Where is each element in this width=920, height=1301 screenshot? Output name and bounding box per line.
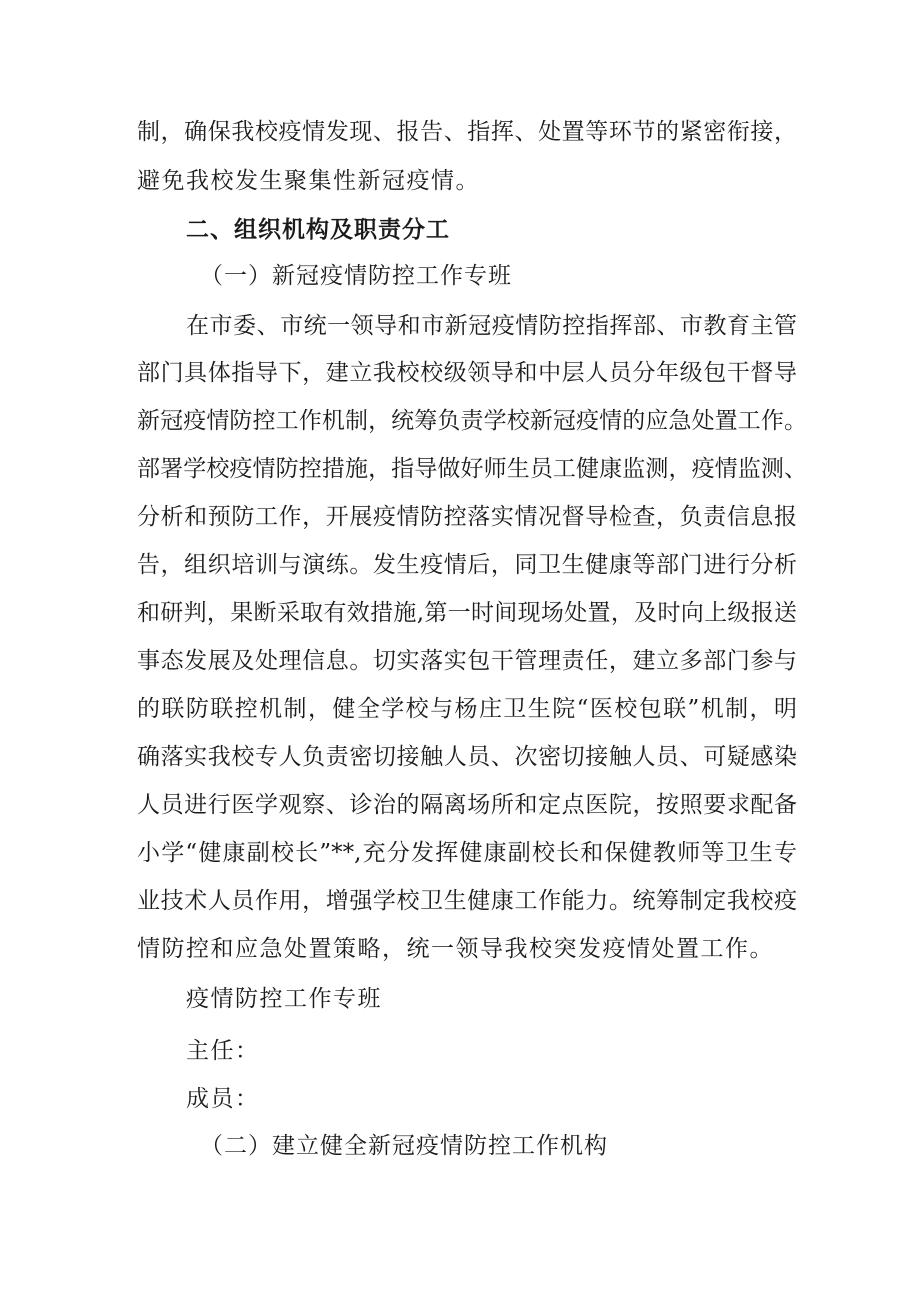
section-heading: 二、组织机构及职责分工 bbox=[186, 217, 450, 243]
subsection-heading-2: （二）建立健全新冠疫情防控工作机构 bbox=[200, 1133, 608, 1159]
body-line-13: 业技术人员作用，增强学校卫生健康工作能力。统筹制定我校疫 bbox=[137, 888, 797, 914]
body-line-9: 的联防联控机制，健全学校与杨庄卫生院“医校包联”机制，明 bbox=[137, 696, 797, 722]
body-line-11: 人员进行医学观察、诊治的隔离场所和定点医院，按照要求配备 bbox=[137, 792, 797, 818]
body-line-10: 确落实我校专人负责密切接触人员、次密切接触人员、可疑感染 bbox=[137, 744, 797, 770]
members-label: 成员： bbox=[186, 1086, 260, 1112]
body-line-14: 情防控和应急处置策略，统一领导我校突发疫情处置工作。 bbox=[137, 936, 774, 962]
director-label: 主任： bbox=[186, 1038, 260, 1064]
body-line-12: 小学“健康副校长”**,充分发挥健康副校长和保健教师等卫生专 bbox=[137, 840, 797, 866]
body-line-2: 部门具体指导下，建立我校校级领导和中层人员分年级包干督导 bbox=[137, 360, 797, 386]
intro-line-1: 制，确保我校疫情发现、报告、指挥、处置等环节的紧密衔接， bbox=[137, 119, 797, 145]
team-title: 疫情防控工作专班 bbox=[186, 986, 382, 1012]
subsection-heading-1: （一）新冠疫情防控工作专班 bbox=[200, 263, 512, 289]
body-line-5: 分析和预防工作，开展疫情防控落实情况督导检查，负责信息报 bbox=[137, 504, 797, 530]
body-line-3: 新冠疫情防控工作机制，统筹负责学校新冠疫情的应急处置工作。 bbox=[137, 408, 807, 434]
body-line-6: 告，组织培训与演练。发生疫情后，同卫生健康等部门进行分析 bbox=[137, 552, 797, 578]
intro-line-2: 避免我校发生聚集性新冠疫情。 bbox=[137, 168, 480, 194]
body-line-7: 和研判，果断采取有效措施,第一时间现场处置，及时向上级报送 bbox=[137, 600, 797, 626]
body-line-4: 部署学校疫情防控措施，指导做好师生员工健康监测，疫情监测、 bbox=[137, 456, 807, 482]
body-line-1: 在市委、市统一领导和市新冠疫情防控指挥部、市教育主管 bbox=[186, 313, 797, 339]
body-line-8: 事态发展及处理信息。切实落实包干管理责任，建立多部门参与 bbox=[137, 648, 797, 674]
